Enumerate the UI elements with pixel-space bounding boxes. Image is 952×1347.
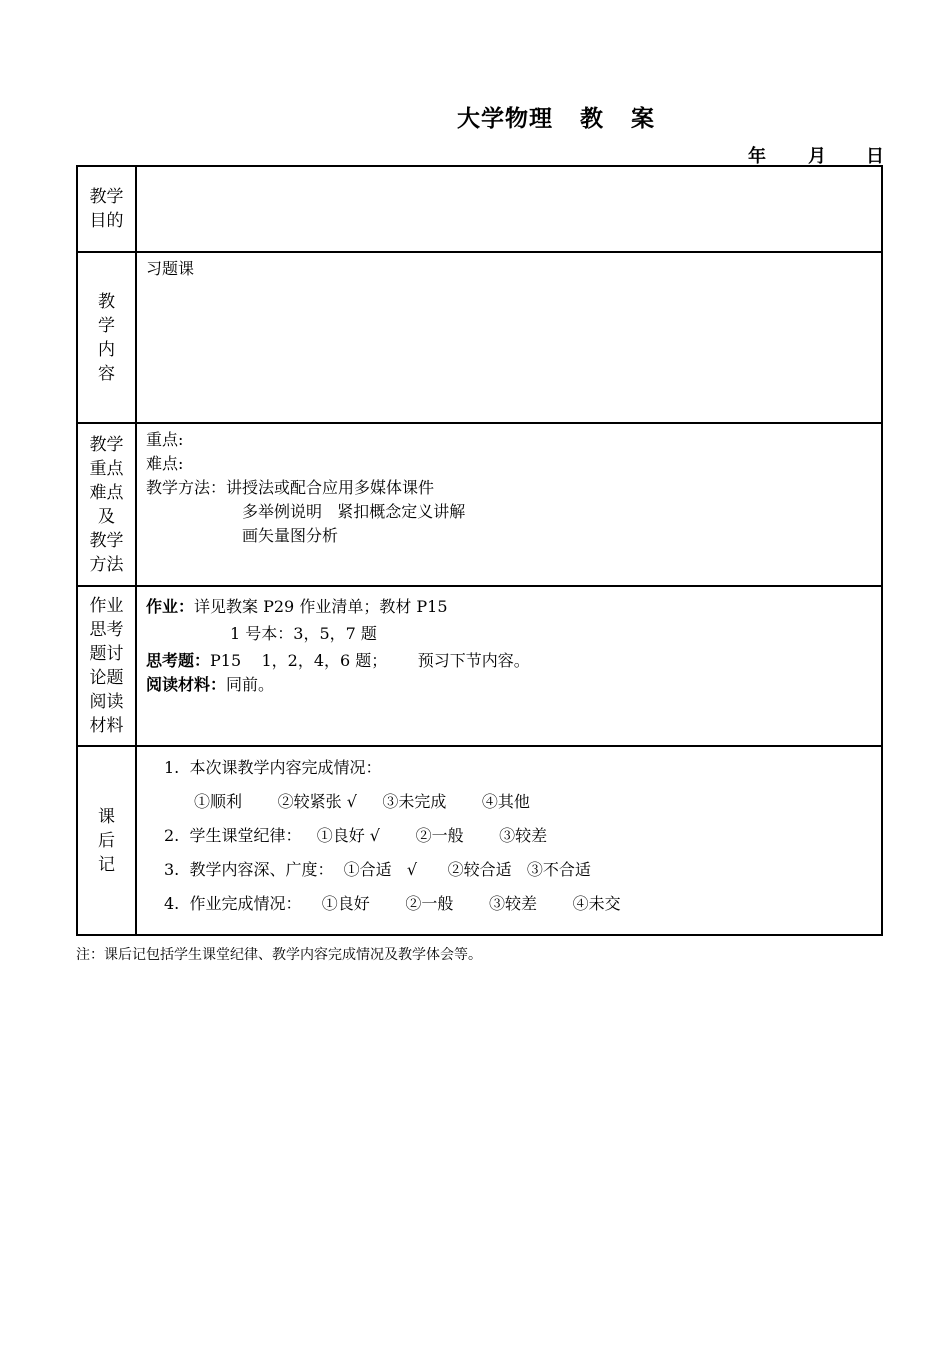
content-text: 习题课 <box>146 259 195 278</box>
objective-content <box>136 166 882 252</box>
row-after-class <box>77 746 882 935</box>
row-homework <box>77 586 882 746</box>
after-item-3: 3. 教学内容深、广度： ①合适 √ ②较合适 ③不合适 <box>164 860 591 879</box>
homework-keyword: 作业： <box>146 597 195 616</box>
after-item-2: 2. 学生课堂纪律： ①良好 √ ②一般 ③较差 <box>164 826 548 845</box>
read-keyword: 阅读材料： <box>146 675 227 694</box>
method-2: 多举例说明 紧扣概念定义讲解 <box>242 502 466 521</box>
row-content <box>77 252 882 423</box>
after-item-1: 1. 本次课教学内容完成情况： <box>164 758 382 777</box>
content-label: 教 学 内 容 <box>77 252 136 423</box>
method-3: 画矢量图分析 <box>242 526 339 545</box>
method-1: 讲授法或配合应用多媒体课件 <box>226 478 435 497</box>
key-point: 重点: <box>146 430 184 449</box>
homework-label: 作业 思考 题讨 论题 阅读 材料 <box>77 586 136 746</box>
homework-line <box>146 595 871 619</box>
homework-text: 详见教案 P29 作业清单；教材 P15 <box>194 597 448 616</box>
homework-text-2: 1 号本：3，5，7 题 <box>230 624 377 643</box>
method-label: 教学方法： <box>146 478 227 497</box>
read-text: 同前。 <box>226 675 275 694</box>
title-word-2: 案 <box>631 105 656 132</box>
think-keyword: 思考题： <box>146 651 211 670</box>
after-class-body <box>136 746 882 935</box>
after-item-4: 4. 作业完成情况： ①良好 ②一般 ③较差 ④未交 <box>164 894 621 913</box>
page-title <box>0 100 952 133</box>
content-body <box>136 252 882 423</box>
date-day-label: 日 <box>866 146 884 167</box>
row-objective <box>77 166 882 252</box>
focus-body <box>136 423 882 586</box>
after-class-label: 课 后 记 <box>77 746 136 935</box>
footnote: 注：课后记包括学生课堂纪律、教学内容完成情况及教学体会等。 <box>76 947 482 963</box>
date-month-label: 月 <box>808 146 826 167</box>
think-text: P15 1，2，4，6 题； 预习下节内容。 <box>210 651 530 670</box>
read-line <box>146 673 871 697</box>
difficulty: 难点: <box>146 454 184 473</box>
after-item-1-options: ①顺利 ②较紧张 √ ③未完成 ④其他 <box>194 792 530 811</box>
title-main: 大学物理 <box>456 105 553 132</box>
focus-label: 教学 重点 难点 及 教学 方法 <box>77 423 136 586</box>
homework-body <box>136 586 882 746</box>
title-word-1: 教 <box>580 105 604 132</box>
method-line-1 <box>146 476 871 500</box>
date-year-label: 年 <box>748 146 766 167</box>
lesson-plan-table <box>76 165 883 936</box>
think-line <box>146 649 871 673</box>
row-focus <box>77 423 882 586</box>
objective-label: 教学 目的 <box>77 166 136 252</box>
